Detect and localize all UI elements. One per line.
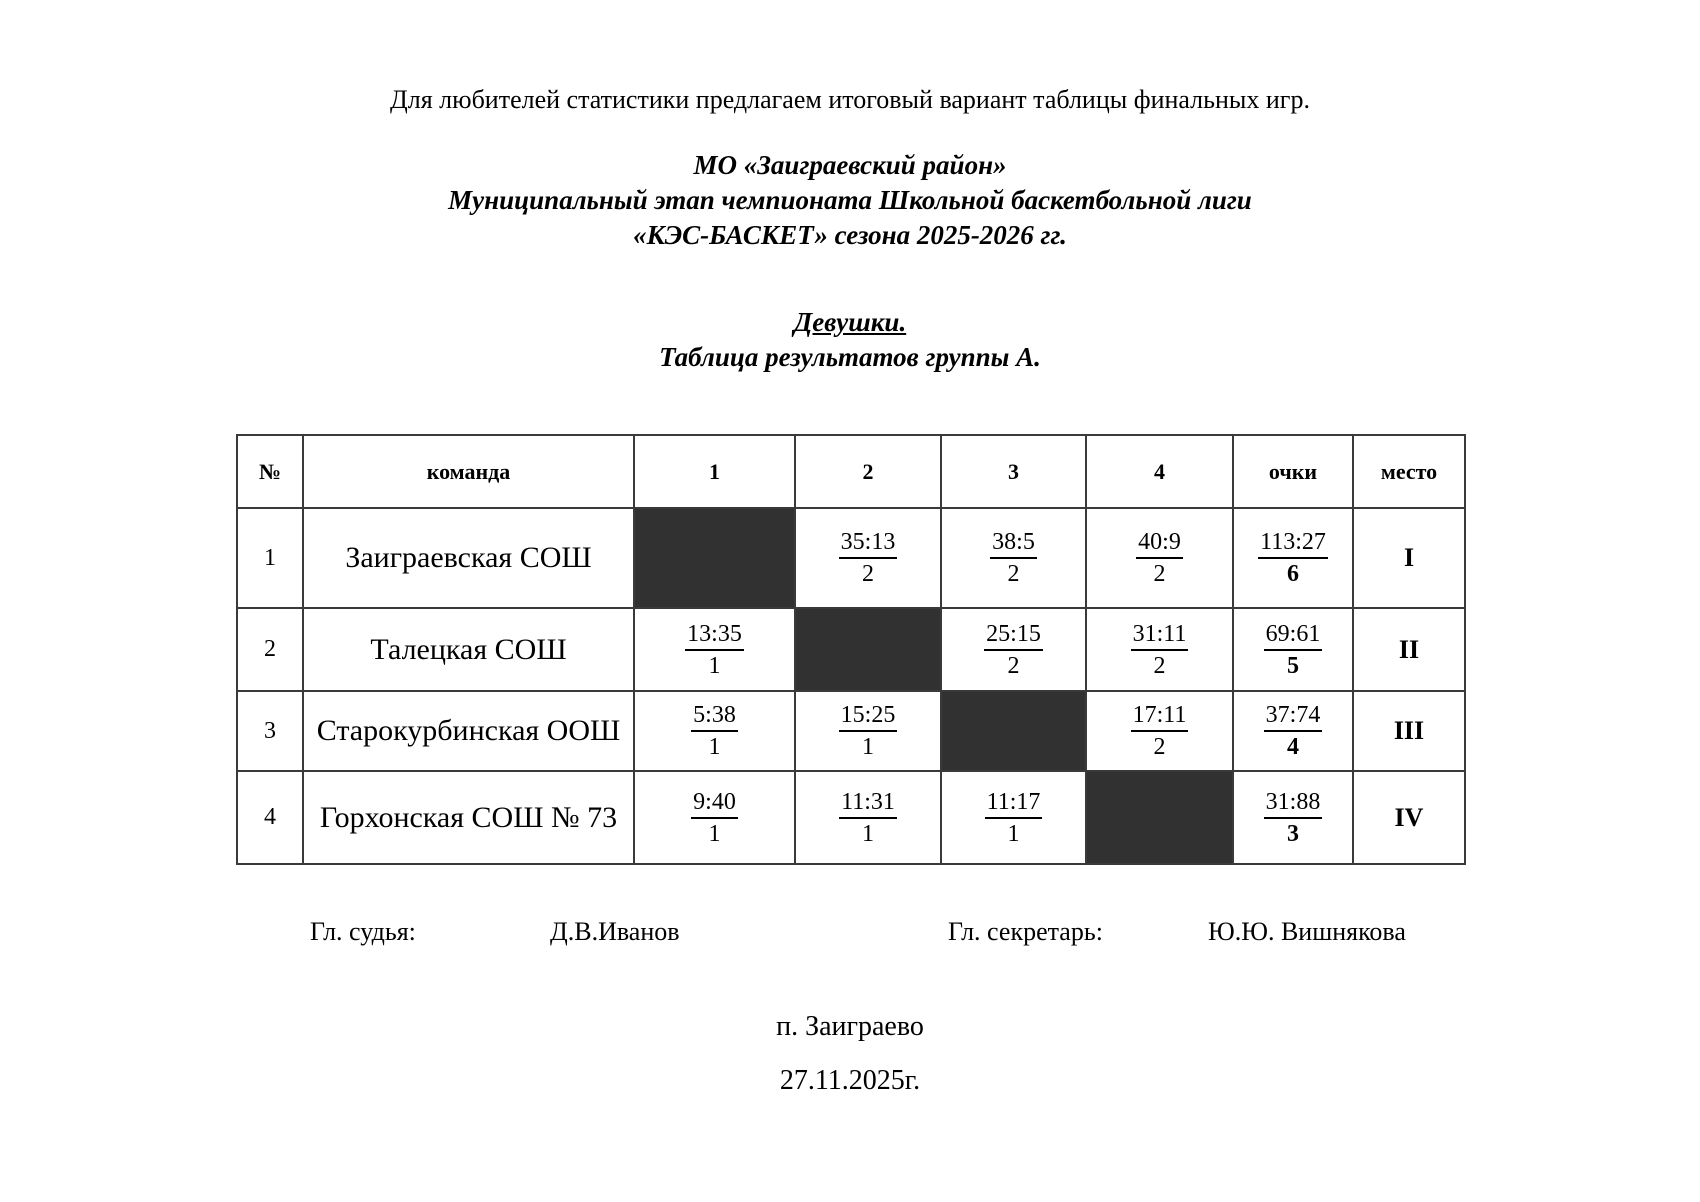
game-score: 9:40 [691,788,738,819]
header-opponent-1: 1 [634,435,795,508]
title-line-mo: МО «Заиграевский район» [693,150,1007,180]
game-points: 1 [862,734,874,760]
team-name-cell: Старокурбинская ООШ [303,691,634,771]
game-score: 15:25 [839,701,898,732]
header-place: место [1353,435,1465,508]
total-points: 3 [1287,820,1299,847]
table-row [237,691,1465,771]
game-score-cell [795,691,941,771]
secretary-name: Ю.Ю. Вишнякова [1208,917,1406,946]
game-score: 17:11 [1131,701,1189,732]
judge-label: Гл. судья: [310,917,416,946]
game-points: 1 [708,652,721,679]
diagonal-cell [634,508,795,608]
game-points: 2 [1153,561,1166,587]
game-score-cell [1086,691,1233,771]
total-points-cell [1233,508,1353,608]
subtitle-girls: Девушки. [793,307,907,337]
diagonal-cell [1086,771,1233,864]
game-score-cell [795,508,941,608]
row-number-cell: 2 [237,608,303,691]
game-points: 1 [708,820,721,847]
row-number-cell: 3 [237,691,303,771]
game-points: 2 [1007,652,1020,679]
table-row [237,608,1465,691]
total-points-cell [1233,771,1353,864]
signature-line [236,917,1464,949]
game-score: 13:35 [685,620,744,651]
game-score: 11:31 [839,788,897,819]
results-table [236,434,1466,865]
game-score-cell [941,508,1086,608]
header-opponent-4: 4 [1086,435,1233,508]
game-score: 35:13 [839,528,898,559]
place-cell: II [1353,608,1465,691]
total-points: 4 [1287,734,1299,760]
header-number: № [237,435,303,508]
game-score-cell [1086,508,1233,608]
total-score: 37:74 [1264,701,1323,732]
header-points: очки [1233,435,1353,508]
team-name-cell: Заиграевская СОШ [303,508,634,608]
game-score-cell [941,608,1086,691]
row-number-cell: 4 [237,771,303,864]
diagonal-cell [941,691,1086,771]
total-score: 31:88 [1264,788,1323,819]
game-score: 11:17 [985,788,1043,819]
total-points-cell [1233,608,1353,691]
total-points-cell [1233,691,1353,771]
game-score-cell [1086,608,1233,691]
game-score: 25:15 [984,620,1043,651]
total-score: 69:61 [1264,620,1323,651]
subtitle-block [236,305,1464,375]
team-name-cell: Горхонская СОШ № 73 [303,771,634,864]
game-points: 2 [1153,734,1166,760]
place-cell: III [1353,691,1465,771]
document-date: 27.11.2025г. [779,1065,921,1096]
total-points: 5 [1287,652,1299,679]
game-score-cell [634,691,795,771]
place-cell: IV [1353,771,1465,864]
team-name-cell: Талецкая СОШ [303,608,634,691]
game-score-cell [634,608,795,691]
game-points: 1 [862,820,874,847]
document-page [236,0,1464,1097]
table-header-row [237,435,1465,508]
game-points: 1 [1007,820,1020,847]
diagonal-cell [795,608,941,691]
game-points: 2 [1153,652,1166,679]
place-cell: I [1353,508,1465,608]
game-score: 40:9 [1136,528,1183,559]
game-score: 5:38 [691,701,738,732]
total-points: 6 [1287,561,1299,587]
game-score-cell [941,771,1086,864]
game-score: 31:11 [1131,620,1189,651]
secretary-label: Гл. секретарь: [948,917,1103,946]
title-line-season: «КЭС-БАСКЕТ» сезона 2025-2026 гг. [633,220,1067,250]
header-team: команда [303,435,634,508]
header-opponent-2: 2 [795,435,941,508]
total-score: 113:27 [1258,528,1328,559]
game-points: 2 [1007,561,1020,587]
table-row [237,508,1465,608]
game-points: 1 [708,734,721,760]
judge-name: Д.В.Иванов [550,917,680,946]
title-block [236,148,1464,253]
header-opponent-3: 3 [941,435,1086,508]
subtitle-group-a: Таблица результатов группы А. [659,342,1041,372]
settlement-name: п. Заиграево [776,1011,924,1042]
game-score-cell [795,771,941,864]
game-score-cell [634,771,795,864]
row-number-cell: 1 [237,508,303,608]
game-score: 38:5 [990,528,1037,559]
title-line-stage: Муниципальный этап чемпионата Школьной баскетбольной лиги [448,185,1252,215]
game-points: 2 [862,561,874,587]
intro-text: Для любителей статистики предлагаем итоговый вариант таблицы финальных игр. [390,85,1310,114]
table-row [237,771,1465,864]
